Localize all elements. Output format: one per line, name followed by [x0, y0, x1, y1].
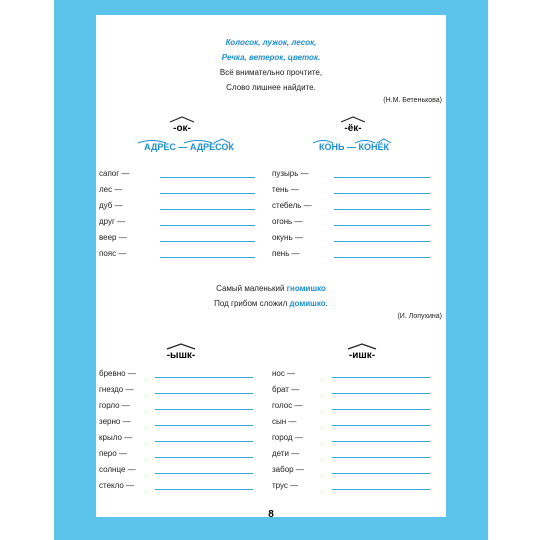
poem-highlight: гномишко: [286, 284, 326, 293]
suffix-yok: [333, 116, 373, 134]
word-item: нос —: [272, 369, 296, 378]
answer-line[interactable]: [155, 441, 253, 442]
poem-line-2: [96, 296, 446, 311]
word-item: друг —: [99, 217, 126, 226]
answer-line[interactable]: [332, 473, 430, 474]
word-item: окунь —: [272, 233, 303, 242]
word-item: веер —: [99, 233, 127, 242]
word-item: голос —: [272, 401, 303, 410]
example-kon: [309, 136, 399, 152]
example-text: КОНЬ — КОНЁК: [319, 142, 389, 152]
poem-highlight: домишко: [289, 299, 326, 308]
answer-line[interactable]: [332, 489, 430, 490]
suffix-mark-icon: [333, 116, 373, 123]
word-item: пояс —: [99, 249, 127, 258]
answer-line[interactable]: [155, 457, 253, 458]
word-item: бревно —: [99, 369, 136, 378]
word-item: горло —: [99, 401, 130, 410]
answer-line[interactable]: [160, 177, 255, 178]
word-item: трус —: [272, 481, 299, 490]
word-item: зерно —: [99, 417, 131, 426]
answer-line[interactable]: [160, 225, 255, 226]
word-item: дети —: [272, 449, 300, 458]
poem-word: лесок,: [291, 38, 317, 47]
word-item: перо —: [99, 449, 127, 458]
example-text: АДРЕС — АДРЕСОК: [144, 142, 234, 152]
suffix-mark-icon: [156, 343, 206, 350]
word-item: солнце —: [99, 465, 136, 474]
answer-line[interactable]: [334, 225, 430, 226]
suffix-label: -ишк-: [348, 350, 376, 361]
answer-line[interactable]: [155, 473, 253, 474]
example-adres: [134, 136, 244, 152]
answer-line[interactable]: [334, 257, 430, 258]
answer-line[interactable]: [155, 425, 253, 426]
suffix-label: -ок-: [173, 123, 191, 134]
poem-line-3: Всё внимательно прочтите,: [219, 68, 323, 77]
poem-word: Колосок,: [225, 38, 263, 47]
answer-line[interactable]: [332, 377, 430, 378]
word-item: тень —: [272, 185, 299, 194]
suffix-mark-icon: [162, 116, 202, 123]
word-item: сапог —: [99, 169, 130, 178]
poem-line-2: [96, 50, 446, 65]
worksheet-page: [96, 15, 446, 520]
poem-text: .: [325, 299, 328, 308]
poem-text: Под грибом сложил: [214, 299, 290, 308]
answer-line[interactable]: [334, 209, 430, 210]
suffix-label: -ышк-: [166, 350, 196, 361]
answer-line[interactable]: [332, 441, 430, 442]
answer-line[interactable]: [155, 377, 253, 378]
word-item: пузырь —: [272, 169, 309, 178]
poem-kolosok: [96, 35, 446, 95]
word-item: гнездо —: [99, 385, 134, 394]
poem-word: цветок.: [287, 53, 321, 62]
suffix-mark-icon: [337, 343, 387, 350]
word-item: стекло —: [99, 481, 135, 490]
poem-gnomishko: [96, 281, 446, 311]
answer-line[interactable]: [334, 241, 430, 242]
word-item: стебель —: [272, 201, 312, 210]
answer-line[interactable]: [160, 257, 255, 258]
answer-line[interactable]: [160, 193, 255, 194]
word-item: крыло —: [99, 433, 133, 442]
word-item: пень —: [272, 249, 300, 258]
suffix-yshk: [156, 343, 206, 361]
answer-line[interactable]: [334, 177, 430, 178]
answer-line[interactable]: [160, 209, 255, 210]
word-item: забор —: [272, 465, 304, 474]
word-item: брат —: [272, 385, 300, 394]
answer-line[interactable]: [332, 409, 430, 410]
word-item: сын —: [272, 417, 297, 426]
poem-word: лужок,: [262, 38, 292, 47]
poem-word: ветерок,: [248, 53, 288, 62]
answer-line[interactable]: [332, 393, 430, 394]
suffix-ishk: [337, 343, 387, 361]
answer-line[interactable]: [155, 489, 253, 490]
word-item: дуб —: [99, 201, 123, 210]
answer-line[interactable]: [155, 393, 253, 394]
answer-line[interactable]: [160, 241, 255, 242]
poem-line-4: Слово лишнее найдите.: [226, 83, 316, 92]
answer-line[interactable]: [332, 425, 430, 426]
poem-author: (Н.М. Бетенькова): [383, 97, 442, 104]
poem-line-1: [96, 281, 446, 296]
answer-line[interactable]: [332, 457, 430, 458]
page-number: 8: [268, 509, 274, 520]
poem-author: (И. Лопухина): [397, 313, 442, 320]
answer-line[interactable]: [334, 193, 430, 194]
poem-word: Речка,: [221, 53, 249, 62]
word-item: огонь —: [272, 217, 303, 226]
word-item: город —: [272, 433, 303, 442]
word-item: лес —: [99, 185, 123, 194]
suffix-label: -ёк-: [344, 123, 362, 134]
answer-line[interactable]: [155, 409, 253, 410]
poem-text: Самый маленький: [216, 284, 287, 293]
suffix-ok: [162, 116, 202, 134]
poem-line-1: [96, 35, 446, 50]
